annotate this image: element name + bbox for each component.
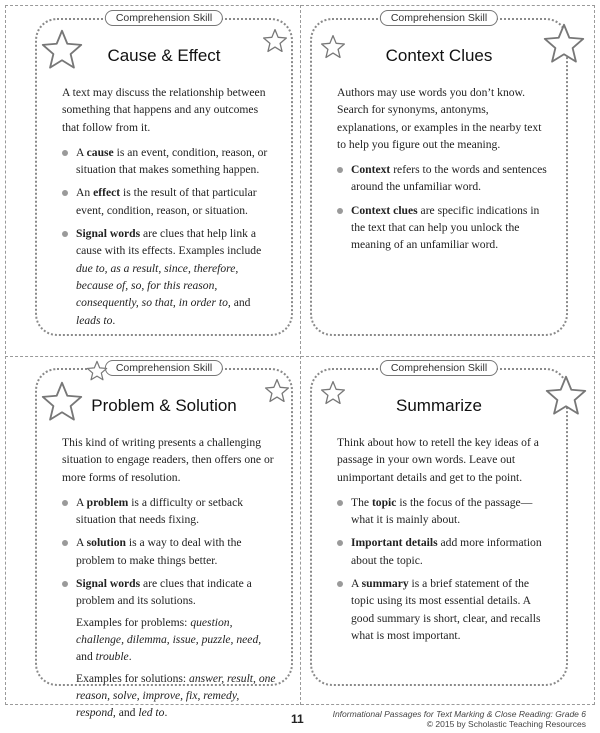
bullet-item: A problem is a difficulty or setback situation that needs fixing. bbox=[62, 494, 277, 529]
card-content bbox=[62, 84, 277, 335]
card-tag: Comprehension Skill bbox=[105, 10, 223, 26]
card-content bbox=[337, 84, 552, 260]
bullet-item: Context refers to the words and sentences around the unfamiliar word. bbox=[337, 161, 552, 196]
card-title: Problem & Solution bbox=[91, 396, 237, 415]
card-tag: Comprehension Skill bbox=[380, 10, 498, 26]
cut-line-right bbox=[594, 5, 595, 705]
card-intro: This kind of writing presents a challenging situation to engage readers, then offers one or more forms of resolution. bbox=[62, 436, 274, 484]
star-icon bbox=[544, 374, 588, 418]
bullet-item: A cause is an event, condition, reason, or situation that makes something happen. bbox=[62, 144, 277, 179]
bullet-list bbox=[62, 144, 277, 329]
bullet-item: Context clues are specific indications in the text that can help you unlock the meaning of an unfamiliar word. bbox=[337, 202, 552, 254]
footer-credits bbox=[333, 709, 586, 729]
bullet-item: A solution is a way to deal with the problem to make things better. bbox=[62, 534, 277, 569]
copyright: © 2015 by Scholastic Teaching Resources bbox=[426, 719, 586, 729]
star-icon bbox=[86, 360, 108, 382]
card-tag: Comprehension Skill bbox=[380, 360, 498, 376]
bullet-list bbox=[62, 494, 277, 722]
cut-line-left bbox=[5, 5, 6, 705]
book-title: Informational Passages for Text Marking & Close Reading: Grade 6 bbox=[332, 709, 586, 719]
bullet-item: The topic is the focus of the passage—what it is mainly about. bbox=[337, 494, 552, 529]
bullet-item: Signal words are clues that help link a cause with its effects. Examples include due to, as a result, since, therefore, because of, so, for this reason, consequently, so that, in order to, and leads to. bbox=[62, 225, 277, 329]
card-intro: Authors may use words you don’t know. Search for synonyms, antonyms, explanations, or examples in the nearby text to help you figure out the meaning. bbox=[337, 86, 542, 151]
card-title: Summarize bbox=[396, 396, 482, 415]
card-context-clues bbox=[310, 12, 568, 336]
bullet-list bbox=[337, 161, 552, 253]
star-icon bbox=[40, 380, 84, 424]
bullet-item: An effect is the result of that particular event, condition, reason, or situation. bbox=[62, 184, 277, 219]
card-title: Context Clues bbox=[385, 46, 493, 65]
star-icon bbox=[264, 378, 290, 404]
card-intro: Think about how to retell the key ideas of a passage in your own words. Leave out unimportant details and get to the point. bbox=[337, 436, 539, 484]
star-icon bbox=[542, 22, 586, 66]
card-summarize bbox=[310, 362, 568, 686]
star-icon bbox=[40, 28, 84, 72]
card-content bbox=[62, 434, 277, 727]
star-icon bbox=[320, 34, 346, 60]
card-tag: Comprehension Skill bbox=[105, 360, 223, 376]
star-icon bbox=[262, 28, 288, 54]
bullet-list bbox=[337, 494, 552, 644]
solution-examples: Examples for solutions: answer, result, one reason, solve, improve, fix, remedy, respond, and led to. bbox=[76, 671, 276, 720]
bullet-item: A summary is a brief statement of the topic using its most essential details. A good summary is short, clear, and recalls what is most important. bbox=[337, 575, 552, 644]
card-intro: A text may discuss the relationship between something that happens and any outcomes that follow from it. bbox=[62, 86, 266, 134]
bullet-item: Important details add more information about the topic. bbox=[337, 534, 552, 569]
card-title: Cause & Effect bbox=[107, 46, 221, 65]
star-icon bbox=[320, 380, 346, 406]
problem-examples: Examples for problems: question, challenge, dilemma, issue, puzzle, need, and trouble. bbox=[76, 615, 262, 664]
card-content bbox=[337, 434, 552, 650]
cut-line-center bbox=[300, 5, 301, 705]
bullet-item: Signal words are clues that indicate a problem and its solutions. Examples for problems: question, challenge, dilemma, issue, puzzle, need, and trouble. Examples for solutions: answer, result, one reason, solve, improve, fix, remedy, respond, and led to. bbox=[62, 575, 277, 721]
page-number: 11 bbox=[291, 712, 304, 726]
